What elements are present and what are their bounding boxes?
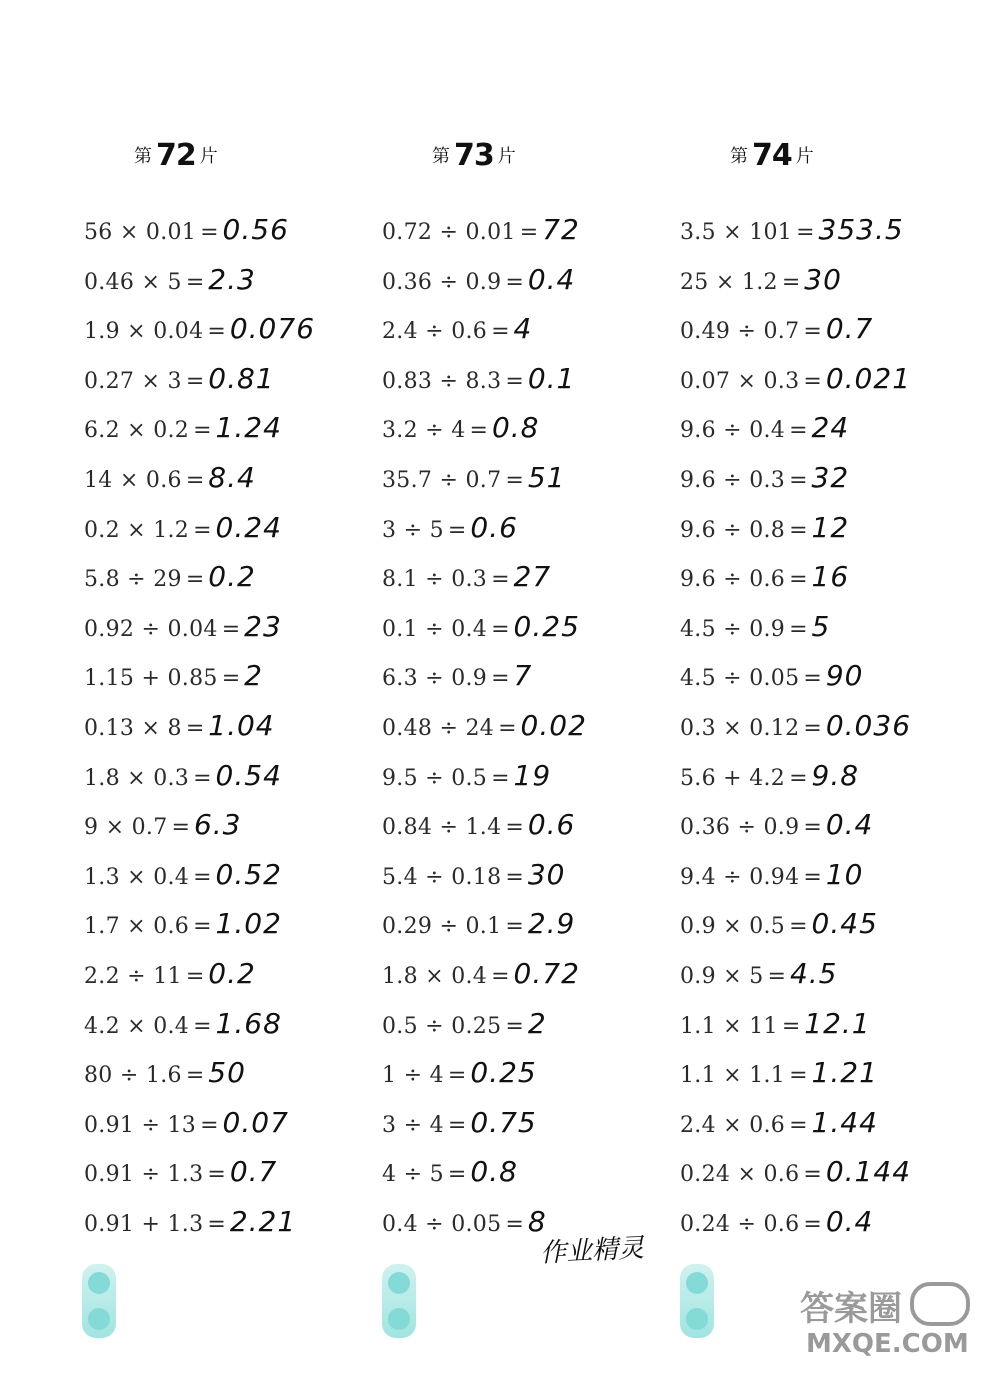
handwritten-answer: 0.8 — [470, 1155, 518, 1189]
exercise-expression: 1.9 × 0.04 — [84, 319, 204, 345]
exercise-expression: 2.4 ÷ 0.6 — [382, 319, 488, 345]
exercise-row — [382, 756, 587, 806]
exercise-expression: 4.5 ÷ 0.05 — [680, 666, 800, 692]
exercise-row — [382, 458, 587, 508]
exercise-expression: 4.5 ÷ 0.9 — [680, 616, 786, 642]
exercise-row — [382, 1103, 587, 1153]
handwritten-answer: 5 — [811, 609, 831, 643]
exercise-expression: 0.36 ÷ 0.9 — [680, 815, 800, 841]
exercise-row — [84, 607, 315, 657]
title-suffix: 片 — [795, 146, 814, 167]
decorative-badge-icon — [82, 1264, 116, 1338]
handwritten-answer: 1.02 — [215, 907, 282, 941]
equals-sign: = — [796, 220, 815, 245]
exercise-expression: 4.2 × 0.4 — [84, 1013, 190, 1039]
exercise-expression: 3 ÷ 5 — [382, 517, 444, 543]
column-title — [432, 138, 516, 173]
handwritten-answer: 6.3 — [193, 808, 242, 842]
equals-sign: = — [491, 666, 510, 692]
equals-sign: = — [447, 1162, 467, 1188]
exercise-row — [84, 359, 315, 409]
exercise-row — [680, 210, 911, 260]
exercise-row — [680, 1053, 911, 1103]
exercise-row — [680, 309, 911, 359]
equals-sign: = — [491, 616, 510, 642]
exercise-row — [382, 805, 587, 855]
equals-sign: = — [803, 1162, 822, 1188]
handwritten-answer: 51 — [527, 460, 566, 494]
handwritten-answer: 1.04 — [208, 708, 275, 742]
equals-sign: = — [803, 815, 822, 841]
handwritten-answer: 0.076 — [229, 312, 316, 346]
handwritten-answer: 0.144 — [825, 1155, 912, 1189]
equals-sign: = — [491, 765, 510, 791]
exercise-expression: 6.3 ÷ 0.9 — [382, 666, 488, 692]
exercise-expression: 0.9 × 5 — [680, 963, 764, 989]
exercise-expression: 0.49 ÷ 0.7 — [680, 319, 800, 345]
handwritten-answer: 4 — [513, 312, 533, 346]
handwritten-answer: 19 — [513, 758, 552, 792]
exercise-row — [680, 656, 911, 706]
title-prefix: 第 — [432, 146, 450, 167]
exercise-expression: 0.07 × 0.3 — [680, 368, 800, 394]
handwritten-answer: 0.25 — [470, 1056, 537, 1090]
equals-sign: = — [803, 368, 822, 394]
exercise-row — [680, 1004, 911, 1054]
exercise-expression: 0.29 ÷ 0.1 — [382, 914, 502, 940]
exercise-row — [680, 1202, 911, 1252]
title-number: 74 — [752, 138, 792, 173]
equals-sign: = — [491, 319, 510, 345]
watermark-logo-icon — [792, 1282, 976, 1356]
exercise-row — [680, 1103, 911, 1153]
exercise-expression: 1.1 × 1.1 — [680, 1063, 786, 1089]
exercise-expression: 0.91 ÷ 1.3 — [84, 1162, 204, 1188]
handwritten-answer: 1.68 — [215, 1006, 282, 1040]
equals-sign: = — [185, 567, 205, 593]
equals-sign: = — [505, 914, 524, 940]
exercise-expression: 4 ÷ 5 — [382, 1162, 444, 1188]
exercise-row — [84, 1152, 315, 1202]
equals-sign: = — [789, 1112, 808, 1138]
equals-sign: = — [185, 1063, 205, 1089]
exercise-expression: 25 × 1.2 — [680, 269, 778, 295]
exercise-row — [84, 260, 315, 310]
exercise-expression: 0.24 ÷ 0.6 — [680, 1211, 800, 1237]
exercise-expression: 35.7 ÷ 0.7 — [382, 467, 502, 493]
exercise-expression: 0.13 × 8 — [84, 715, 182, 741]
exercise-row — [382, 260, 587, 310]
handwritten-answer: 0.72 — [513, 956, 580, 990]
watermark-top-text: 答案圈 — [800, 1289, 902, 1329]
exercise-expression: 1.15 + 0.85 — [84, 666, 218, 692]
exercise-expression: 1.8 × 0.3 — [84, 765, 190, 791]
equals-sign: = — [803, 1211, 822, 1237]
equals-sign: = — [767, 963, 786, 989]
equals-sign: = — [491, 963, 510, 989]
exercise-list — [84, 210, 315, 1251]
handwritten-answer: 0.24 — [215, 510, 282, 544]
handwritten-answer: 4.5 — [789, 956, 838, 990]
equals-sign: = — [185, 467, 205, 493]
handwritten-answer: 8.4 — [208, 460, 256, 494]
handwritten-answer: 0.6 — [470, 510, 518, 544]
handwritten-answer: 27 — [513, 560, 552, 594]
exercise-expression: 1.1 × 11 — [680, 1013, 778, 1039]
handwritten-answer: 0.8 — [491, 411, 540, 445]
handwritten-signature: 作业精灵 — [539, 1233, 645, 1269]
exercise-expression: 1.3 × 0.4 — [84, 864, 190, 890]
exercise-expression: 0.9 × 0.5 — [680, 914, 786, 940]
exercise-row — [84, 1103, 315, 1153]
handwritten-answer: 1.21 — [811, 1056, 878, 1090]
title-suffix: 片 — [497, 146, 516, 167]
equals-sign: = — [789, 914, 808, 940]
equals-sign: = — [505, 815, 524, 841]
exercise-expression: 3.2 ÷ 4 — [382, 418, 466, 444]
exercise-expression: 9.6 ÷ 0.6 — [680, 567, 786, 593]
exercise-expression: 9.5 ÷ 0.5 — [382, 765, 488, 791]
handwritten-answer: 353.5 — [818, 213, 904, 246]
exercise-row — [84, 954, 315, 1004]
equals-sign: = — [193, 418, 212, 444]
equals-sign: = — [498, 715, 517, 741]
exercise-row — [680, 954, 911, 1004]
exercise-row — [382, 359, 587, 409]
watermark-logo — [792, 1282, 976, 1356]
equals-sign: = — [505, 269, 524, 295]
equals-sign: = — [781, 1013, 801, 1039]
exercise-row — [84, 656, 315, 706]
exercise-expression: 2.2 ÷ 11 — [84, 963, 182, 989]
exercise-row — [84, 805, 315, 855]
exercise-expression: 0.5 ÷ 0.25 — [382, 1013, 502, 1039]
exercise-row — [382, 1152, 587, 1202]
exercise-expression: 0.48 ÷ 24 — [382, 715, 495, 741]
exercise-row — [84, 557, 315, 607]
handwritten-answer: 0.25 — [513, 609, 580, 643]
exercise-row — [84, 210, 315, 260]
exercise-row — [382, 607, 587, 657]
exercise-expression: 80 ÷ 1.6 — [84, 1063, 182, 1089]
equals-sign: = — [221, 616, 241, 642]
column-title — [730, 138, 814, 173]
exercise-row — [680, 607, 911, 657]
equals-sign: = — [803, 319, 822, 345]
exercise-expression: 3 ÷ 4 — [382, 1112, 444, 1138]
exercise-expression: 0.36 ÷ 0.9 — [382, 269, 502, 295]
exercise-row — [84, 1004, 315, 1054]
handwritten-answer: 0.4 — [825, 1204, 874, 1238]
equals-sign: = — [185, 269, 205, 295]
exercise-row — [680, 260, 911, 310]
handwritten-answer: 0.2 — [208, 956, 256, 990]
equals-sign: = — [447, 517, 467, 543]
exercise-row — [382, 656, 587, 706]
exercise-row — [680, 904, 911, 954]
handwritten-answer: 1.24 — [215, 411, 282, 445]
equals-sign: = — [200, 220, 219, 245]
decorative-badge-icon — [680, 1264, 714, 1338]
equals-sign: = — [789, 567, 808, 593]
exercise-row — [680, 508, 911, 558]
equals-sign: = — [803, 666, 822, 692]
handwritten-answer: 0.2 — [208, 560, 256, 594]
exercise-expression: 14 × 0.6 — [84, 467, 182, 493]
equals-sign: = — [505, 1013, 524, 1039]
equals-sign: = — [505, 467, 524, 493]
exercise-expression: 0.92 ÷ 0.04 — [84, 616, 218, 642]
exercise-row — [680, 557, 911, 607]
equals-sign: = — [193, 864, 212, 890]
equals-sign: = — [519, 220, 539, 245]
exercise-expression: 0.1 ÷ 0.4 — [382, 616, 488, 642]
handwritten-answer: 2 — [527, 1006, 547, 1040]
handwritten-answer: 0.1 — [527, 361, 576, 395]
exercise-row — [382, 508, 587, 558]
title-prefix: 第 — [730, 146, 748, 167]
exercise-row — [84, 706, 315, 756]
handwritten-answer: 1.44 — [811, 1105, 878, 1139]
exercise-row — [84, 904, 315, 954]
handwritten-answer: 0.7 — [825, 312, 874, 346]
handwritten-answer: 23 — [244, 609, 282, 643]
exercise-expression: 0.46 × 5 — [84, 269, 182, 295]
exercise-row — [84, 1053, 315, 1103]
exercise-expression: 5.8 ÷ 29 — [84, 567, 182, 593]
exercise-expression: 8.1 ÷ 0.3 — [382, 567, 488, 593]
title-prefix: 第 — [134, 146, 152, 167]
equals-sign: = — [505, 368, 524, 394]
handwritten-answer: 0.4 — [825, 808, 874, 842]
exercise-row — [680, 756, 911, 806]
equals-sign: = — [185, 368, 205, 394]
handwritten-answer: 7 — [513, 659, 533, 693]
handwritten-answer: 0.07 — [222, 1105, 289, 1139]
handwritten-answer: 10 — [825, 857, 864, 891]
handwritten-answer: 2.9 — [527, 907, 576, 941]
exercise-row — [382, 309, 587, 359]
equals-sign: = — [803, 864, 822, 890]
exercise-expression: 56 × 0.01 — [84, 220, 197, 245]
handwritten-answer: 2.21 — [229, 1204, 297, 1238]
handwritten-answer: 0.56 — [222, 213, 289, 246]
title-number: 73 — [454, 138, 494, 173]
handwritten-answer: 24 — [811, 411, 850, 445]
equals-sign: = — [781, 269, 801, 295]
handwritten-answer: 0.81 — [208, 361, 275, 395]
exercise-expression: 9.6 ÷ 0.8 — [680, 517, 786, 543]
watermark-bottom-text: MXQE.COM — [806, 1329, 969, 1356]
handwritten-answer: 0.45 — [811, 907, 878, 941]
column-title — [134, 138, 218, 173]
exercise-row — [382, 855, 587, 905]
exercise-expression: 1 ÷ 4 — [382, 1063, 444, 1089]
exercise-expression: 0.83 ÷ 8.3 — [382, 368, 502, 394]
exercise-expression: 2.4 × 0.6 — [680, 1112, 786, 1138]
equals-sign: = — [185, 963, 205, 989]
exercise-row — [84, 408, 315, 458]
exercise-expression: 5.6 + 4.2 — [680, 765, 786, 791]
equals-sign: = — [207, 1211, 226, 1237]
exercise-row — [680, 408, 911, 458]
equals-sign: = — [803, 715, 822, 741]
exercise-expression: 0.91 + 1.3 — [84, 1211, 204, 1237]
exercise-row — [680, 706, 911, 756]
handwritten-answer: 72 — [542, 213, 580, 246]
handwritten-answer: 0.036 — [825, 708, 912, 742]
exercise-list — [382, 210, 587, 1251]
exercise-row — [382, 408, 587, 458]
exercise-expression: 1.7 × 0.6 — [84, 914, 190, 940]
exercise-expression: 0.24 × 0.6 — [680, 1162, 800, 1188]
handwritten-answer: 2 — [244, 659, 263, 693]
exercise-row — [382, 557, 587, 607]
exercise-row — [84, 508, 315, 558]
handwritten-answer: 32 — [811, 460, 850, 494]
equals-sign: = — [789, 517, 808, 543]
exercise-expression: 0.3 × 0.12 — [680, 715, 800, 741]
equals-sign: = — [447, 1063, 467, 1089]
exercise-expression: 9.4 ÷ 0.94 — [680, 864, 800, 890]
handwritten-answer: 30 — [804, 262, 842, 296]
handwritten-answer: 0.4 — [527, 262, 576, 296]
handwritten-answer: 0.54 — [215, 758, 282, 792]
exercise-expression: 0.2 × 1.2 — [84, 517, 190, 543]
title-number: 72 — [156, 138, 196, 173]
equals-sign: = — [207, 1162, 226, 1188]
exercise-expression: 0.84 ÷ 1.4 — [382, 815, 502, 841]
exercise-list — [680, 210, 911, 1251]
equals-sign: = — [789, 1063, 808, 1089]
equals-sign: = — [207, 319, 226, 345]
equals-sign: = — [200, 1112, 219, 1138]
equals-sign: = — [789, 467, 808, 493]
handwritten-answer: 8 — [527, 1204, 547, 1238]
equals-sign: = — [491, 567, 510, 593]
exercise-expression: 9.6 ÷ 0.3 — [680, 467, 786, 493]
exercise-row — [680, 359, 911, 409]
equals-sign: = — [789, 765, 808, 791]
exercise-expression: 6.2 × 0.2 — [84, 418, 190, 444]
exercise-row — [382, 210, 587, 260]
exercise-row — [382, 1004, 587, 1054]
exercise-row — [680, 458, 911, 508]
exercise-row — [84, 309, 315, 359]
exercise-row — [84, 855, 315, 905]
exercise-row — [680, 855, 911, 905]
exercise-expression: 0.72 ÷ 0.01 — [382, 220, 516, 245]
exercise-expression: 9 × 0.7 — [84, 815, 168, 841]
handwritten-answer: 12 — [811, 510, 850, 544]
exercise-expression: 0.4 ÷ 0.05 — [382, 1211, 502, 1237]
handwritten-answer: 50 — [208, 1056, 246, 1090]
handwritten-answer: 12.1 — [804, 1006, 871, 1040]
exercise-expression: 5.4 ÷ 0.18 — [382, 864, 502, 890]
equals-sign: = — [447, 1112, 467, 1138]
equals-sign: = — [171, 815, 190, 841]
exercise-row — [382, 1053, 587, 1103]
exercise-row — [84, 1202, 315, 1252]
equals-sign: = — [193, 1013, 212, 1039]
equals-sign: = — [193, 765, 212, 791]
handwritten-answer: 30 — [527, 857, 566, 891]
handwritten-answer: 90 — [825, 659, 864, 693]
exercise-expression: 0.27 × 3 — [84, 368, 182, 394]
exercise-row — [680, 805, 911, 855]
handwritten-answer: 0.75 — [470, 1105, 537, 1139]
handwritten-answer: 0.021 — [825, 361, 912, 395]
handwritten-answer: 0.02 — [520, 708, 587, 742]
exercise-expression: 1.8 × 0.4 — [382, 963, 488, 989]
equals-sign: = — [789, 418, 808, 444]
exercise-expression: 3.5 × 101 — [680, 220, 793, 245]
equals-sign: = — [221, 666, 241, 692]
exercise-row — [382, 904, 587, 954]
equals-sign: = — [505, 1211, 524, 1237]
handwritten-answer: 0.52 — [215, 857, 282, 891]
title-suffix: 片 — [199, 146, 218, 167]
exercise-row — [382, 954, 587, 1004]
exercise-row — [84, 756, 315, 806]
equals-sign: = — [505, 864, 524, 890]
handwritten-answer: 0.7 — [229, 1155, 278, 1189]
decorative-badge-icon — [382, 1264, 416, 1338]
handwritten-answer: 0.6 — [527, 808, 576, 842]
handwritten-answer: 16 — [811, 560, 850, 594]
exercise-expression: 9.6 ÷ 0.4 — [680, 418, 786, 444]
exercise-expression: 0.91 ÷ 13 — [84, 1112, 197, 1138]
exercise-row — [680, 1152, 911, 1202]
exercise-row — [84, 458, 315, 508]
equals-sign: = — [469, 418, 488, 444]
equals-sign: = — [193, 914, 212, 940]
handwritten-answer: 9.8 — [811, 758, 860, 792]
equals-sign: = — [193, 517, 212, 543]
equals-sign: = — [789, 616, 808, 642]
exercise-row — [382, 706, 587, 756]
equals-sign: = — [185, 715, 205, 741]
handwritten-answer: 2.3 — [208, 262, 256, 296]
